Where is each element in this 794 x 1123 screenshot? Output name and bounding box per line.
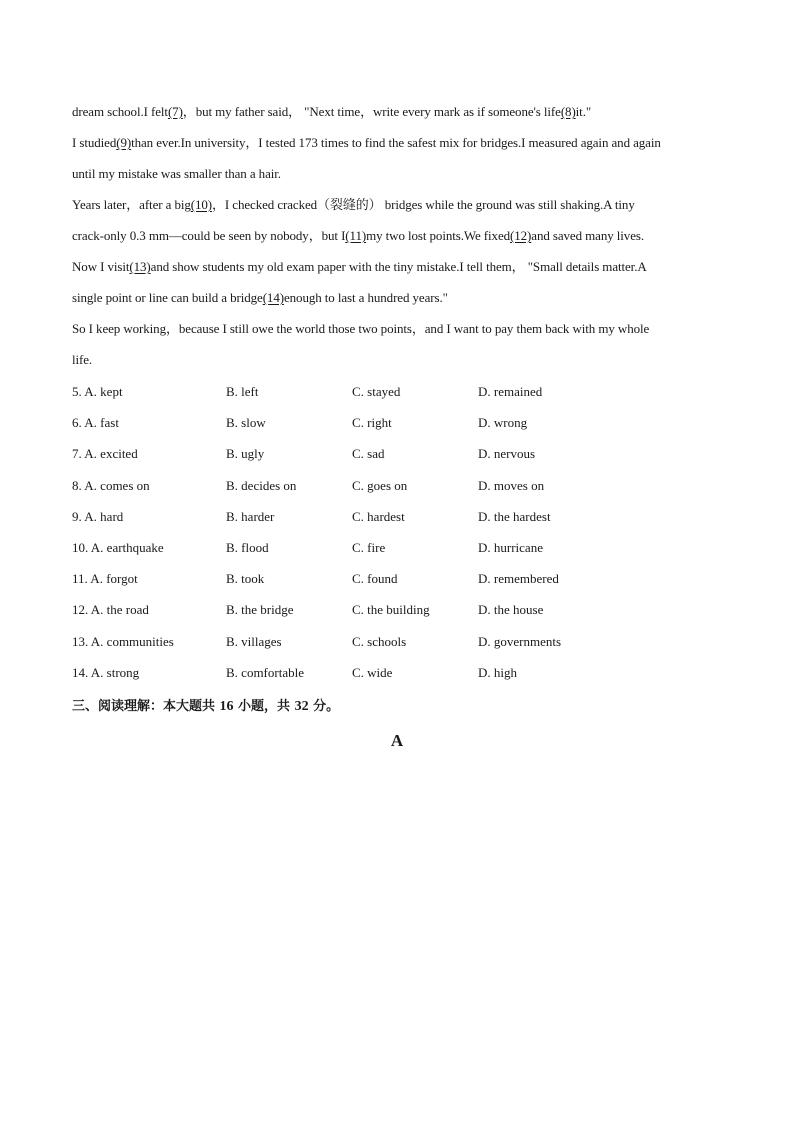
option-d: D. hurricane	[478, 539, 543, 555]
passage-line	[72, 195, 722, 226]
blank-marker: (12)	[510, 228, 532, 243]
option-c: C. sad	[352, 446, 385, 462]
passage-text: life.	[72, 352, 93, 367]
option-c: C. found	[352, 571, 398, 587]
section-middle: 小题，共	[233, 699, 295, 714]
option-b: B. decides on	[226, 477, 297, 493]
part-label: A	[390, 731, 404, 750]
question-row	[72, 507, 722, 538]
option-d: D. wrong	[478, 415, 528, 431]
passage-text: I studied	[72, 135, 117, 150]
section-prefix: 三、阅读理解：本大题共	[72, 699, 220, 714]
question-row	[72, 569, 722, 600]
option-c: C. fire	[352, 539, 386, 555]
option-d: D. the house	[478, 602, 544, 618]
passage-line	[72, 319, 722, 350]
option-c: C. hardest	[352, 508, 405, 524]
blank-marker: (14)	[262, 290, 284, 305]
option-b: B. comfortable	[226, 664, 304, 680]
question-row	[72, 476, 722, 507]
passage-text: ，but my father said， "Next time，write every mark as if someone's life	[182, 104, 561, 119]
option-a: 13. A. communities	[72, 633, 174, 649]
blank-marker: (7)	[167, 104, 183, 119]
passage-text: single point or line can build a bridge	[72, 290, 263, 305]
option-b: B. left	[226, 384, 259, 399]
option-d: D. remembered	[478, 571, 559, 587]
cloze-passage	[72, 102, 722, 381]
blank-marker: (11)	[345, 228, 367, 243]
question-row	[72, 444, 722, 475]
passage-text: and show students my old exam paper with the tiny mistake.I tell them， "Small details matter.A	[150, 259, 647, 274]
option-b: B. harder	[226, 508, 275, 524]
option-c: C. right	[352, 415, 392, 431]
passage-text: Years later，after a big	[72, 197, 191, 212]
passage-text: until my mistake was smaller than a hair.	[72, 166, 281, 181]
option-b: B. slow	[226, 415, 266, 431]
passage-line	[72, 350, 722, 381]
option-d: D. moves on	[478, 477, 545, 493]
blank-marker: (8)	[560, 104, 576, 119]
question-row	[72, 382, 722, 413]
passage-text: Now I visit	[72, 259, 130, 274]
option-a: 5. A. kept	[72, 384, 123, 399]
answer-options	[72, 382, 722, 694]
section-heading	[72, 695, 339, 715]
option-b: B. ugly	[226, 446, 265, 462]
section-suffix: 分。	[308, 699, 340, 714]
blank-marker: (9)	[116, 135, 132, 150]
passage-line	[72, 133, 722, 164]
question-count: 16	[219, 699, 234, 714]
option-a: 10. A. earthquake	[72, 539, 164, 555]
option-c: C. stayed	[352, 384, 401, 399]
passage-line	[72, 226, 722, 257]
blank-marker: (10)	[190, 197, 213, 212]
passage-text: than ever.In university，I tested 173 times to find the safest mix for bridges.I measured again and again	[131, 135, 661, 150]
passage-text: crack-only 0.3 mm—could be seen by nobody，but I	[72, 228, 346, 243]
passage-text: So I keep working，because I still owe the world those two points，and I want to pay them back with my whole	[72, 321, 650, 336]
option-a: 12. A. the road	[72, 602, 149, 618]
question-row	[72, 600, 722, 631]
option-b: B. the bridge	[226, 602, 294, 618]
passage-line	[72, 288, 722, 319]
option-a: 14. A. strong	[72, 664, 140, 680]
option-b: B. villages	[226, 633, 282, 649]
total-points: 32	[294, 699, 309, 714]
option-a: 11. A. forgot	[72, 571, 138, 587]
option-a: 6. A. fast	[72, 415, 119, 431]
passage-line	[72, 164, 722, 195]
question-row	[72, 538, 722, 569]
option-a: 8. A. comes on	[72, 477, 150, 493]
passage-text: ，I checked cracked（裂缝的） bridges while the ground was still shaking.A tiny	[212, 197, 635, 212]
passage-text: and saved many lives.	[531, 228, 644, 243]
option-a: 9. A. hard	[72, 508, 124, 524]
option-a: 7. A. excited	[72, 446, 138, 462]
option-c: C. schools	[352, 633, 407, 649]
option-d: D. the hardest	[478, 508, 551, 524]
passage-text: my two lost points.We fixed	[366, 228, 511, 243]
passage-text: enough to last a hundred years."	[283, 290, 448, 305]
option-d: D. governments	[478, 633, 562, 649]
blank-marker: (13)	[129, 259, 151, 274]
option-c: C. goes on	[352, 477, 408, 493]
option-d: D. remained	[478, 384, 543, 399]
option-d: D. high	[478, 664, 517, 680]
passage-line	[72, 257, 722, 288]
option-b: B. flood	[226, 539, 269, 555]
passage-line	[72, 102, 722, 133]
passage-text: it."	[575, 104, 592, 119]
option-c: C. wide	[352, 664, 393, 680]
question-row	[72, 632, 722, 663]
option-b: B. took	[226, 571, 265, 587]
passage-text: dream school.I felt	[72, 104, 168, 119]
option-d: D. nervous	[478, 446, 536, 462]
question-row	[72, 663, 722, 694]
option-c: C. the building	[352, 602, 430, 618]
question-row	[72, 413, 722, 444]
